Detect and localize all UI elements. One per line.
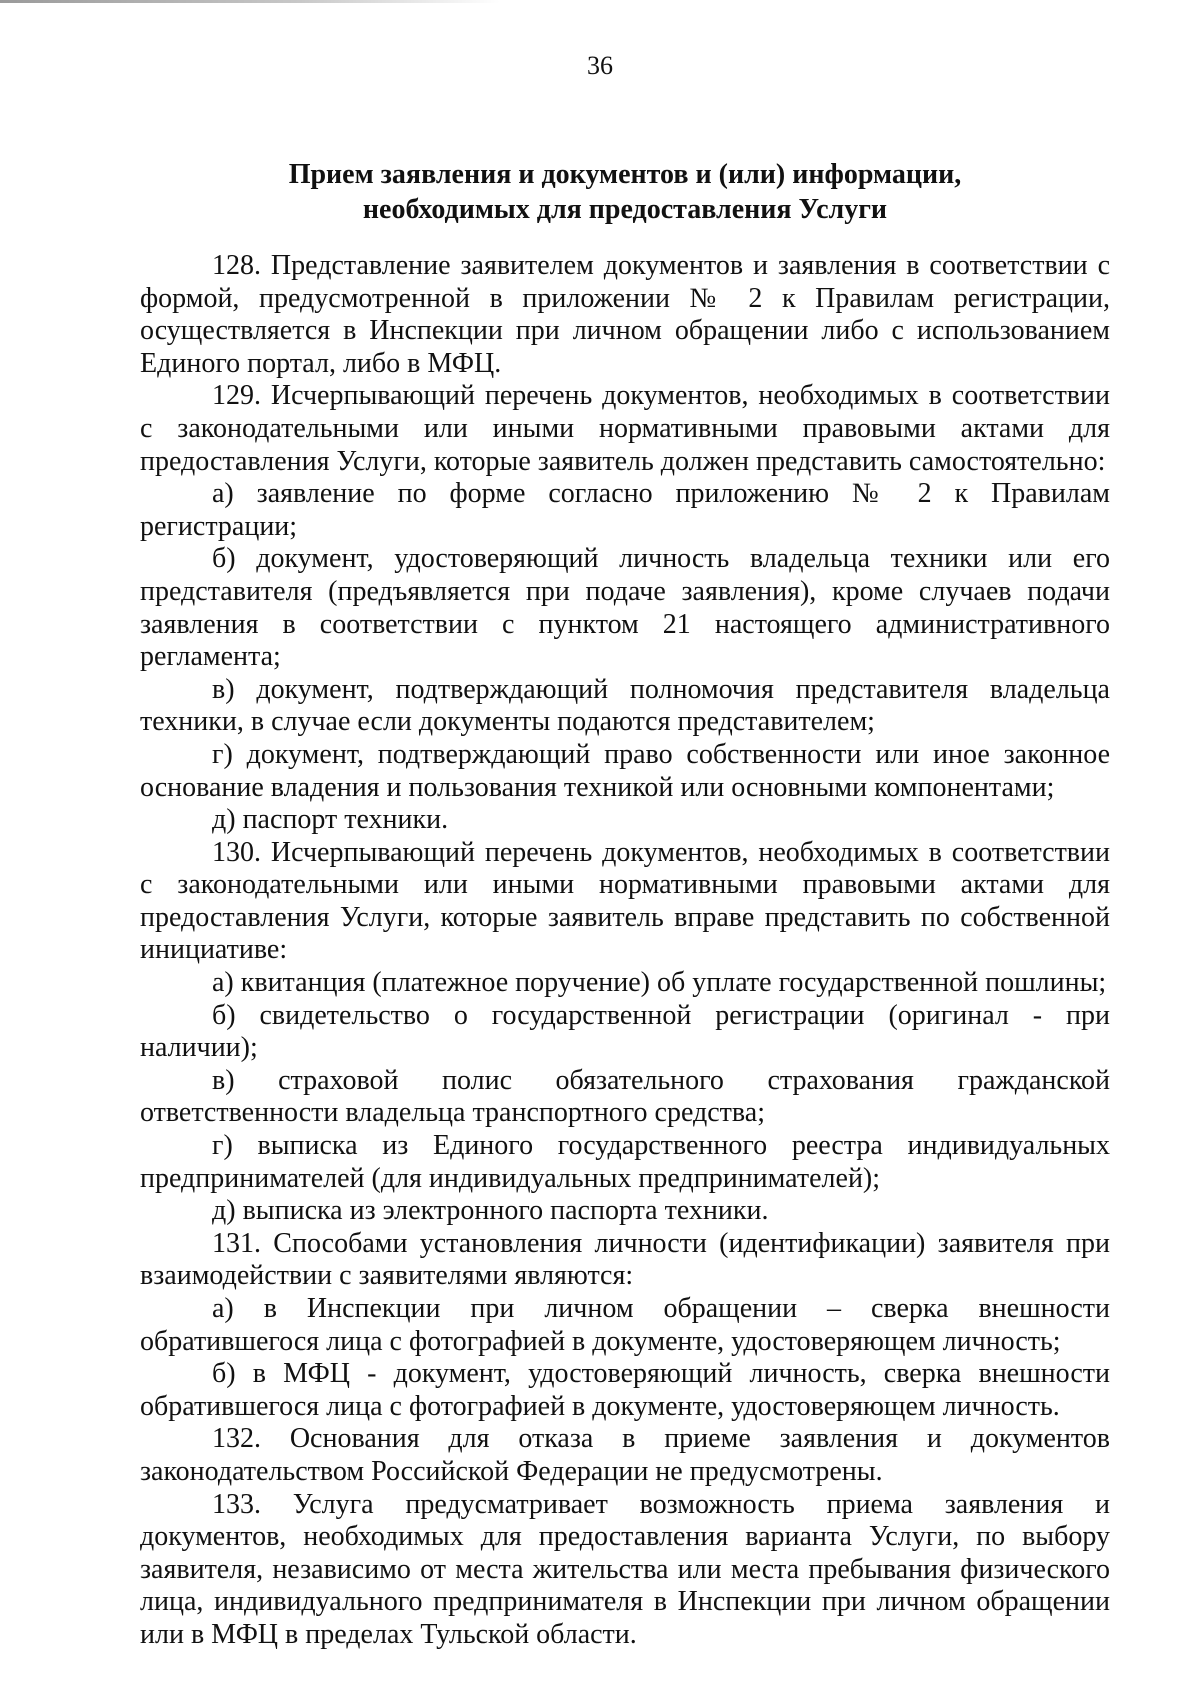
list-item-131-a: а) в Инспекции при личном обращении – сверка внешности обратившегося лица с фотографией в документе, удостоверяющем личность; xyxy=(140,1293,1110,1357)
section-heading-line-2: необходимых для предоставления Услуги xyxy=(362,194,888,225)
section-heading-line-1: Прием заявления и документов и (или) информации, xyxy=(288,159,962,190)
paragraph-131: 131. Способами установления личности (идентификации) заявителя при взаимодействии с заявителями являются: xyxy=(140,1227,1110,1292)
list-item-131-b: б) в МФЦ - документ, удостоверяющий личность, сверка внешности обратившегося лица с фотографией в документе, удостоверяющем личность. xyxy=(140,1358,1110,1422)
list-item-129-a: а) заявление по форме согласно приложению № 2 к Правилам регистрации; xyxy=(140,478,1110,542)
list-item-129-g: г) документ, подтверждающий право собственности или иное законное основание владения и пользования техникой или основными компонентами; xyxy=(140,738,1110,803)
list-item-129-b: б) документ, удостоверяющий личность владельца техники или его представителя (предъявляется при подаче заявления), кроме случаев подачи заявления в соответствии с пунктом 21 настоящего административного регламента; xyxy=(140,543,1110,673)
paragraph-132: 132. Основания для отказа в приеме заявления и документов законодательством Российской Федерации не предусмотрены. xyxy=(140,1423,1110,1487)
scan-edge-mark xyxy=(0,0,500,3)
document-body xyxy=(140,250,1110,1652)
list-item-130-g: г) выписка из Единого государственного реестра индивидуальных предпринимателей (для индивидуальных предпринимателей); xyxy=(140,1130,1110,1194)
paragraph-130: 130. Исчерпывающий перечень документов, необходимых в соответствии с законодательными или иными нормативными правовыми актами для предоставления Услуги, которые заявитель вправе представить по собственной инициативе: xyxy=(140,836,1110,966)
list-item-129-d: д) паспорт техники. xyxy=(212,804,449,836)
paragraph-129: 129. Исчерпывающий перечень документов, необходимых в соответствии с законодательными или иными нормативными правовыми актами для предоставления Услуги, которые заявитель должен представить самостоятельно: xyxy=(140,380,1110,477)
list-item-130-v: в) страховой полис обязательного страхования гражданской ответственности владельца транспортного средства; xyxy=(140,1064,1110,1129)
list-item-130-d: д) выписка из электронного паспорта техники. xyxy=(212,1195,769,1227)
list-item-129-v: в) документ, подтверждающий полномочия представителя владельца техники, в случае если документы подаются представителем; xyxy=(140,673,1110,738)
paragraph-128: 128. Представление заявителем документов и заявления в соответствии с формой, предусмотренной в приложении № 2 к Правилам регистрации, осуществляется в Инспекции при личном обращении либо с использованием Единого портал, либо в МФЦ. xyxy=(140,250,1110,379)
page-number: 36 xyxy=(587,51,613,80)
section-heading xyxy=(140,157,1110,227)
paragraph-133: 133. Услуга предусматривает возможность приема заявления и документов, необходимых для предоставления варианта Услуги, по выбору заявителя, независимо от места жительства или места пребывания физического лица, индивидуального предпринимателя в Инспекции при личном обращении или в МФЦ в пределах Тульской области. xyxy=(140,1488,1110,1650)
list-item-130-b: б) свидетельство о государственной регистрации (оригинал - при наличии); xyxy=(140,999,1110,1064)
list-item-130-a: а) квитанция (платежное поручение) об уплате государственной пошлины; xyxy=(212,967,1107,999)
